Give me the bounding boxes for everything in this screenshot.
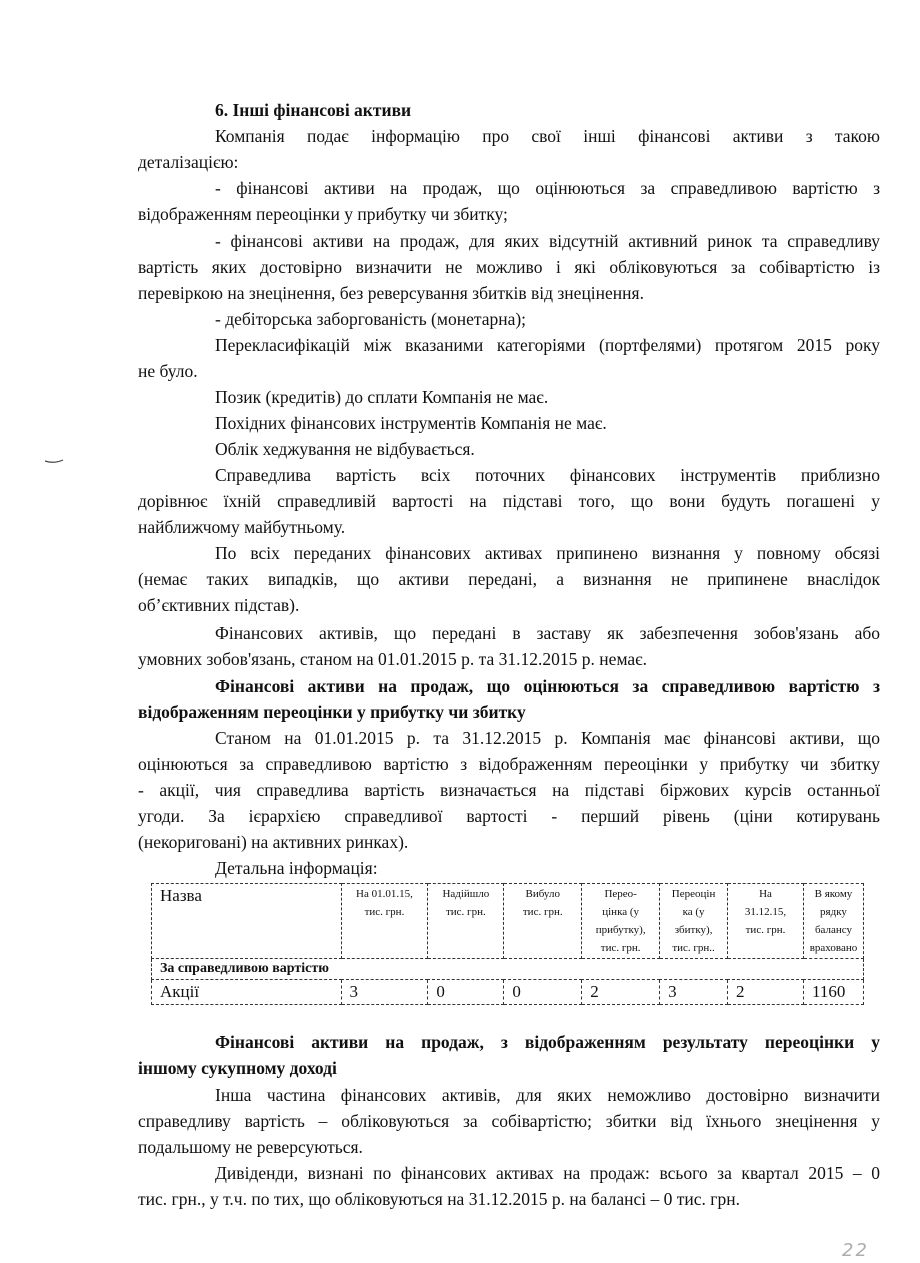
list-item-line: - дебіторська заборгованість (монетарна); (215, 309, 527, 329)
header-cell-received (428, 884, 504, 959)
paragraph-line: деталізацією: (138, 152, 239, 172)
cell-revaluation-loss: 3 (660, 980, 728, 1005)
paragraph-line: Компанія подає інформацію про свої інші фінансові активи з такою (215, 126, 880, 146)
subheading-line: Фінансові активи на продаж, з відображенням результату переоцінки у (215, 1032, 880, 1052)
paragraph-line: - акції, чия справедлива вартість визначається на підставі біржових курсів останньої (138, 780, 880, 800)
header-text: цінка (у (602, 906, 640, 918)
header-text: враховано (809, 942, 858, 954)
header-cell-opening (341, 884, 428, 959)
header-text: балансу (814, 924, 853, 936)
paragraph-line: справедливу вартість – обліковуються за собівартістю; збитки від їхнього знецінення у (138, 1111, 880, 1131)
header-text: На 01.01.15, (356, 888, 413, 900)
header-text: тис. грн. (364, 906, 405, 918)
cell-opening: 3 (341, 980, 428, 1005)
cell-revaluation-profit: 2 (582, 980, 660, 1005)
paragraph-line: тис. грн., у т.ч. по тих, що обліковуються на 31.12.2015 р. на балансі – 0 тис. грн. (138, 1189, 740, 1209)
table-header-row (152, 884, 864, 959)
paragraph-line: Справедлива вартість всіх поточних фінансових інструментів приблизно (215, 465, 880, 485)
header-cell-revaluation-profit (582, 884, 660, 959)
scan-mark-stroke (44, 458, 64, 464)
section-label: За справедливою вартістю (152, 959, 864, 980)
paragraph-line: Похідних фінансових інструментів Компанія не має. (215, 413, 607, 433)
paragraph-line: подальшому не реверсуються. (138, 1137, 363, 1157)
header-cell-revaluation-loss (660, 884, 728, 959)
header-text: рядку (820, 906, 847, 918)
paragraph-line: Облік хеджування не відбувається. (215, 439, 475, 459)
paragraph-line: найближчому майбутньому. (138, 517, 346, 537)
scan-mark (44, 451, 64, 457)
list-item-line: - фінансові активи на продаж, для яких відсутній активний ринок та справедливу (215, 231, 880, 251)
list-item-line: - фінансові активи на продаж, що оцінюються за справедливою вартістю з (215, 178, 880, 198)
paragraph-line: (некориговані) на активних ринках). (138, 832, 409, 852)
header-text: На (759, 888, 772, 900)
subheading-line: Фінансові активи на продаж, що оцінюються за справедливою вартістю з (215, 676, 880, 696)
paragraph-line: Фінансових активів, що передані в заставу як забезпечення зобов'язань або (215, 623, 880, 643)
section-heading: 6. Інші фінансові активи (215, 100, 412, 120)
paragraph-line: Інша частина фінансових активів, для яких неможливо достовірно визначити (215, 1085, 880, 1105)
header-text: тис. грн. (522, 906, 563, 918)
header-text: Вибуло (525, 888, 560, 900)
paragraph-line: оцінюються за справедливою вартістю з відображенням переоцінки у прибутку чи збитку (138, 754, 880, 774)
header-text: Переоцін (671, 888, 716, 900)
cell-disposed: 0 (504, 980, 582, 1005)
paragraph-line: умовних зобов'язань, станом на 01.01.2015 р. та 31.12.2015 р. немає. (138, 649, 648, 669)
table-caption: Детальна інформація: (215, 858, 378, 878)
header-text: Перео- (604, 888, 637, 900)
header-text: прибутку), (595, 924, 646, 936)
row-name: Акції (152, 980, 342, 1005)
list-item-line: вартість яких достовірно визначити не можливо і які обліковуються за собівартістю із (138, 257, 880, 277)
paragraph-line: не було. (138, 361, 198, 381)
subheading-line: іншому сукупному доході (138, 1058, 337, 1078)
paragraph-line: (немає таких випадків, що активи передані, а визнання не припинене внаслідок (138, 569, 880, 589)
header-text: збитку), (674, 924, 713, 936)
header-text: тис. грн. (745, 924, 786, 936)
header-cell-name: Назва (152, 884, 342, 959)
header-text: тис. грн. (445, 906, 486, 918)
paragraph-line: дорівнює їхній справедливій вартості на підставі того, що вони будуть погашені у (138, 491, 880, 511)
paragraph-line: Станом на 01.01.2015 р. та 31.12.2015 р. Компанія має фінансові активи, що (215, 728, 880, 748)
subheading-line: відображенням переоцінки у прибутку чи збитку (138, 702, 526, 722)
paragraph-line: об’єктивних підстав). (138, 595, 300, 615)
cell-closing: 2 (728, 980, 804, 1005)
header-cell-disposed (504, 884, 582, 959)
paragraph-line: Дивіденди, визнані по фінансових активах на продаж: всього за квартал 2015 – 0 (215, 1163, 880, 1183)
header-text: 31.12.15, (744, 906, 787, 918)
paragraph-line: Перекласифікацій між вказаними категоріями (портфелями) протягом 2015 року (215, 335, 880, 355)
cell-received: 0 (428, 980, 504, 1005)
header-text: тис. грн.. (672, 942, 715, 954)
header-text: ка (у (682, 906, 705, 918)
paragraph-line: Позик (кредитів) до сплати Компанія не має. (215, 387, 549, 407)
header-cell-closing (728, 884, 804, 959)
page-number: 22 (842, 1240, 869, 1261)
cell-balance-line: 1160 (803, 980, 863, 1005)
list-item-line: перевіркою на знецінення, без реверсування збитків від знецінення. (138, 283, 644, 303)
list-item-line: відображенням переоцінки у прибутку чи збитку; (138, 204, 508, 224)
table-section-row (152, 959, 864, 980)
header-cell-balance-line (803, 884, 863, 959)
header-text: тис. грн. (600, 942, 641, 954)
table-row (152, 980, 864, 1005)
financial-assets-table (151, 883, 864, 1005)
paragraph-line: угоди. За ієрархією справедливої вартості - перший рівень (ціни котирувань (138, 806, 880, 826)
header-text: Надійшло (442, 888, 490, 900)
header-text: В якому (814, 888, 853, 900)
paragraph-line: По всіх переданих фінансових активах припинено визнання у повному обсязі (215, 543, 880, 563)
